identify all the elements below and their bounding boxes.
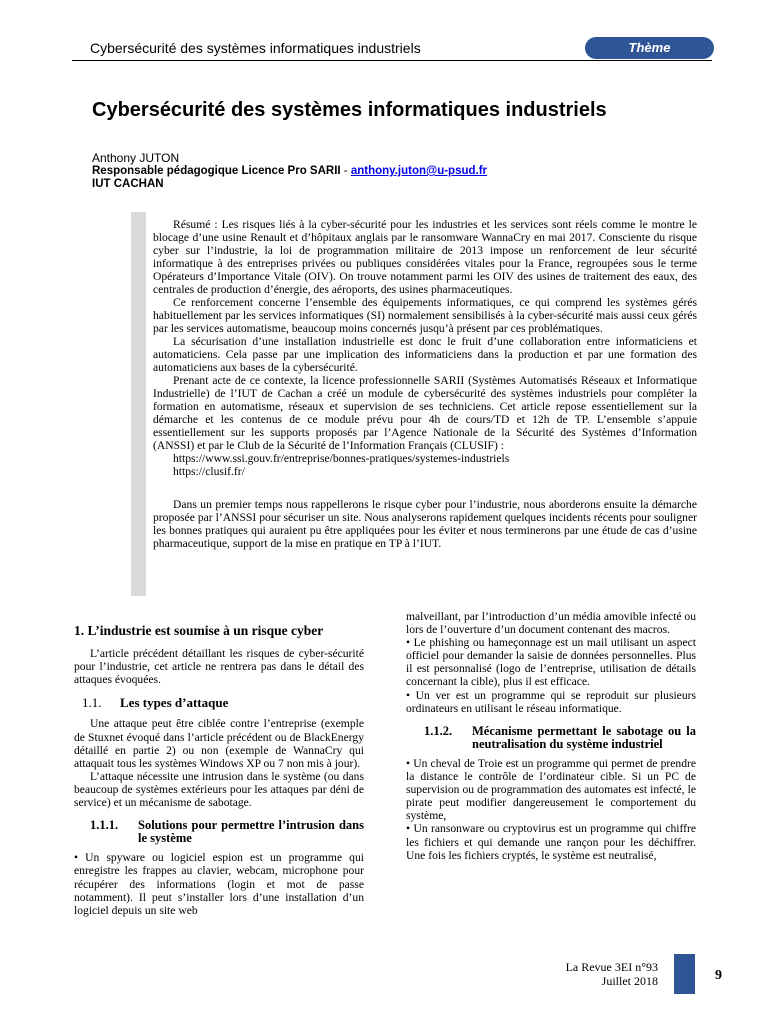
bullet-item-worm: • Un ver est un programme qui se reproduit sur plusieurs ordinateurs en utilisant le réseau informatique. [406, 688, 696, 715]
abstract-paragraph: Ce renforcement concerne l’ensemble des équipements informatiques, ce qui comprend les systèmes gérés habituellement par les services informatiques (SI) normalement sensibilisés à la cyber-sécurité mais aussi ceux gérés par les services automatisme, beaucoup moins concernés jusqu’à présent par ces problématiques. [153, 296, 697, 335]
journal-date: Juillet 2018 [601, 974, 658, 988]
body-column-left [74, 624, 364, 917]
bullet-item-continuation: malveillant, par l’introduction d’un média amovible infecté ou lors de l’ouverture d’un document contenant des macros. [406, 610, 696, 637]
header-rule [72, 60, 712, 61]
body-paragraph: L’article précédent détaillant les risques de cyber-sécurité pour l’industrie, cet article ne rentrera pas dans le détail des attaques évoquées. [74, 647, 364, 687]
heading-text: Solutions pour permettre l’intrusion dans le système [138, 818, 364, 846]
body-paragraph: L’attaque nécessite une intrusion dans le système (ou dans beaucoup de systèmes extérieurs pour les attaques par déni de service) et un mécanisme de sabotage. [74, 769, 364, 810]
footer-accent-bar [674, 954, 695, 994]
author-institution: IUT CACHAN [92, 178, 164, 190]
section-heading-1-1-1 [90, 819, 364, 845]
heading-text: Les types d’attaque [120, 695, 229, 711]
page-number: 9 [715, 968, 722, 983]
author-role: Responsable pédagogique Licence Pro SARII [92, 165, 341, 177]
abstract-sidebar-bar [131, 212, 146, 596]
heading-text: Mécanisme permettant le sabotage ou la neutralisation du système industriel [472, 723, 696, 751]
heading-number: 1.1. [82, 695, 102, 711]
running-header-title: Cybersécurité des systèmes informatiques industriels [90, 40, 421, 56]
bullet-item-ransomware: • Un ransonware ou cryptovirus est un programme qui chiffre les fichiers et qui demande une rançon pour les déchiffrer. Une fois les fichiers cryptés, le système est neutralisé, [406, 822, 696, 862]
anssi-url[interactable]: https://www.ssi.gouv.fr/entreprise/bonnes-pratiques/systemes-industriels [173, 452, 510, 465]
abstract [153, 218, 697, 550]
bullet-item-spyware: • Un spyware ou logiciel espion est un programme qui enregistre les frappes au clavier, webcam, microphone pour récupérer des informations (login et mot de passe notamment). Il peut s’installer lors d’une installation d’un logiciel depuis un site web [74, 851, 364, 917]
journal-name: La Revue 3EI n°93 [565, 960, 658, 974]
footer-journal [520, 960, 658, 988]
author-block [92, 152, 487, 191]
section-heading-1-1 [82, 696, 364, 709]
abstract-paragraph: Dans un premier temps nous rappellerons le risque cyber pour l’industrie, nous aborderons ensuite la démarche proposée par l’ANSSI pour sécuriser un site. Nous analyserons rapidement quelques incidents récents pour souligner les bonnes pratiques qui auraient pu être appliquées pour les éviter et nous terminerons par une étude de cas d’usine pharmaceutique, support de la mise en pratique en TP à l’IUT. [153, 498, 697, 550]
section-heading-1: 1. L’industrie est soumise à un risque cyber [74, 623, 324, 638]
heading-number: 1.1.1. [90, 818, 119, 833]
theme-tab: Thème [585, 37, 714, 59]
bullet-item-phishing: • Le phishing ou hameçonnage est un mail utilisant un aspect officiel pour demander la saisie de données personnelles. Plus il est personnalisé (logo de l’entreprise, utilisation de détails concernant la cible), plus il est efficace. [406, 636, 696, 689]
author-email-link[interactable]: anthony.juton@u-psud.fr [350, 165, 488, 177]
body-column-right [406, 610, 696, 862]
abstract-paragraph: Prenant acte de ce contexte, la licence professionnelle SARII (Systèmes Automatisés Réseaux et Informatique Industrielle) de l’IUT de Cachan a créé un module de cybersécurité des systèmes industriels pour compléter la formation en automatisme, réseaux et supervision de ses techniciens. Cet article repose essentiellement sur la démarche et les contenus de ce module prévu pour 4h de cours/TD et 12h de TP. L’ensemble s’appuie essentiellement sur les supports proposés par l’Agence Nationale de la Sécurité des Systèmes d’Information (ANSSI) et par le Club de la Sécurité de l’Information Français (CLUSIF) : [153, 374, 697, 452]
clusif-url[interactable]: https://clusif.fr/ [173, 465, 245, 478]
author-separator: - [340, 165, 351, 177]
section-heading-1-1-2 [424, 725, 696, 751]
author-name: Anthony JUTON [92, 151, 180, 165]
body-paragraph: Une attaque peut être ciblée contre l’entreprise (exemple de Stuxnet évoqué dans l’article précédent ou de BlackEnergy détaillé en partie 2) ou non (exemple de WannaCry qui attaquait tous les systèmes Windows XP ou 7 non mis à jour). [74, 717, 364, 770]
abstract-paragraph: Résumé : Les risques liés à la cyber-sécurité pour les industries et les services sont réels comme le montre le blocage d’une usine Renault et d’hôpitaux anglais par le ransomware WannaCry en mai 2017. Consciente du risque cyber sur l’industrie, la loi de programmation militaire de 2013 impose un renforcement de leur sécurité informatique à des entreprises privées ou publiques considérées vitales pour la France, regroupées sous le terme Opérateurs d’Importance Vitale (OIV). On trouve notamment parmi les OIV des usines de traitement des eaux, des centrales de production d’énergie, des aéroports, des usines pharmaceutiques. [153, 218, 697, 296]
bullet-item-trojan: • Un cheval de Troie est un programme qui permet de prendre la distance le contrôle de l’ordinateur cible. Si un PC de supervision ou de programmation des automates est infecté, le pirate peut modifier dangereusement le comportement du système, [406, 756, 696, 823]
heading-number: 1.1.2. [424, 723, 453, 738]
author-affiliation [92, 165, 487, 178]
article-title: Cybersécurité des systèmes informatiques industriels [92, 99, 607, 121]
abstract-paragraph: La sécurisation d’une installation industrielle est donc le fruit d’une collaboration entre informaticiens et automaticiens. Cela passe par une implication des informaticiens dans la production et par une formation des automaticiens aux bases de la cybersécurité. [153, 335, 697, 374]
